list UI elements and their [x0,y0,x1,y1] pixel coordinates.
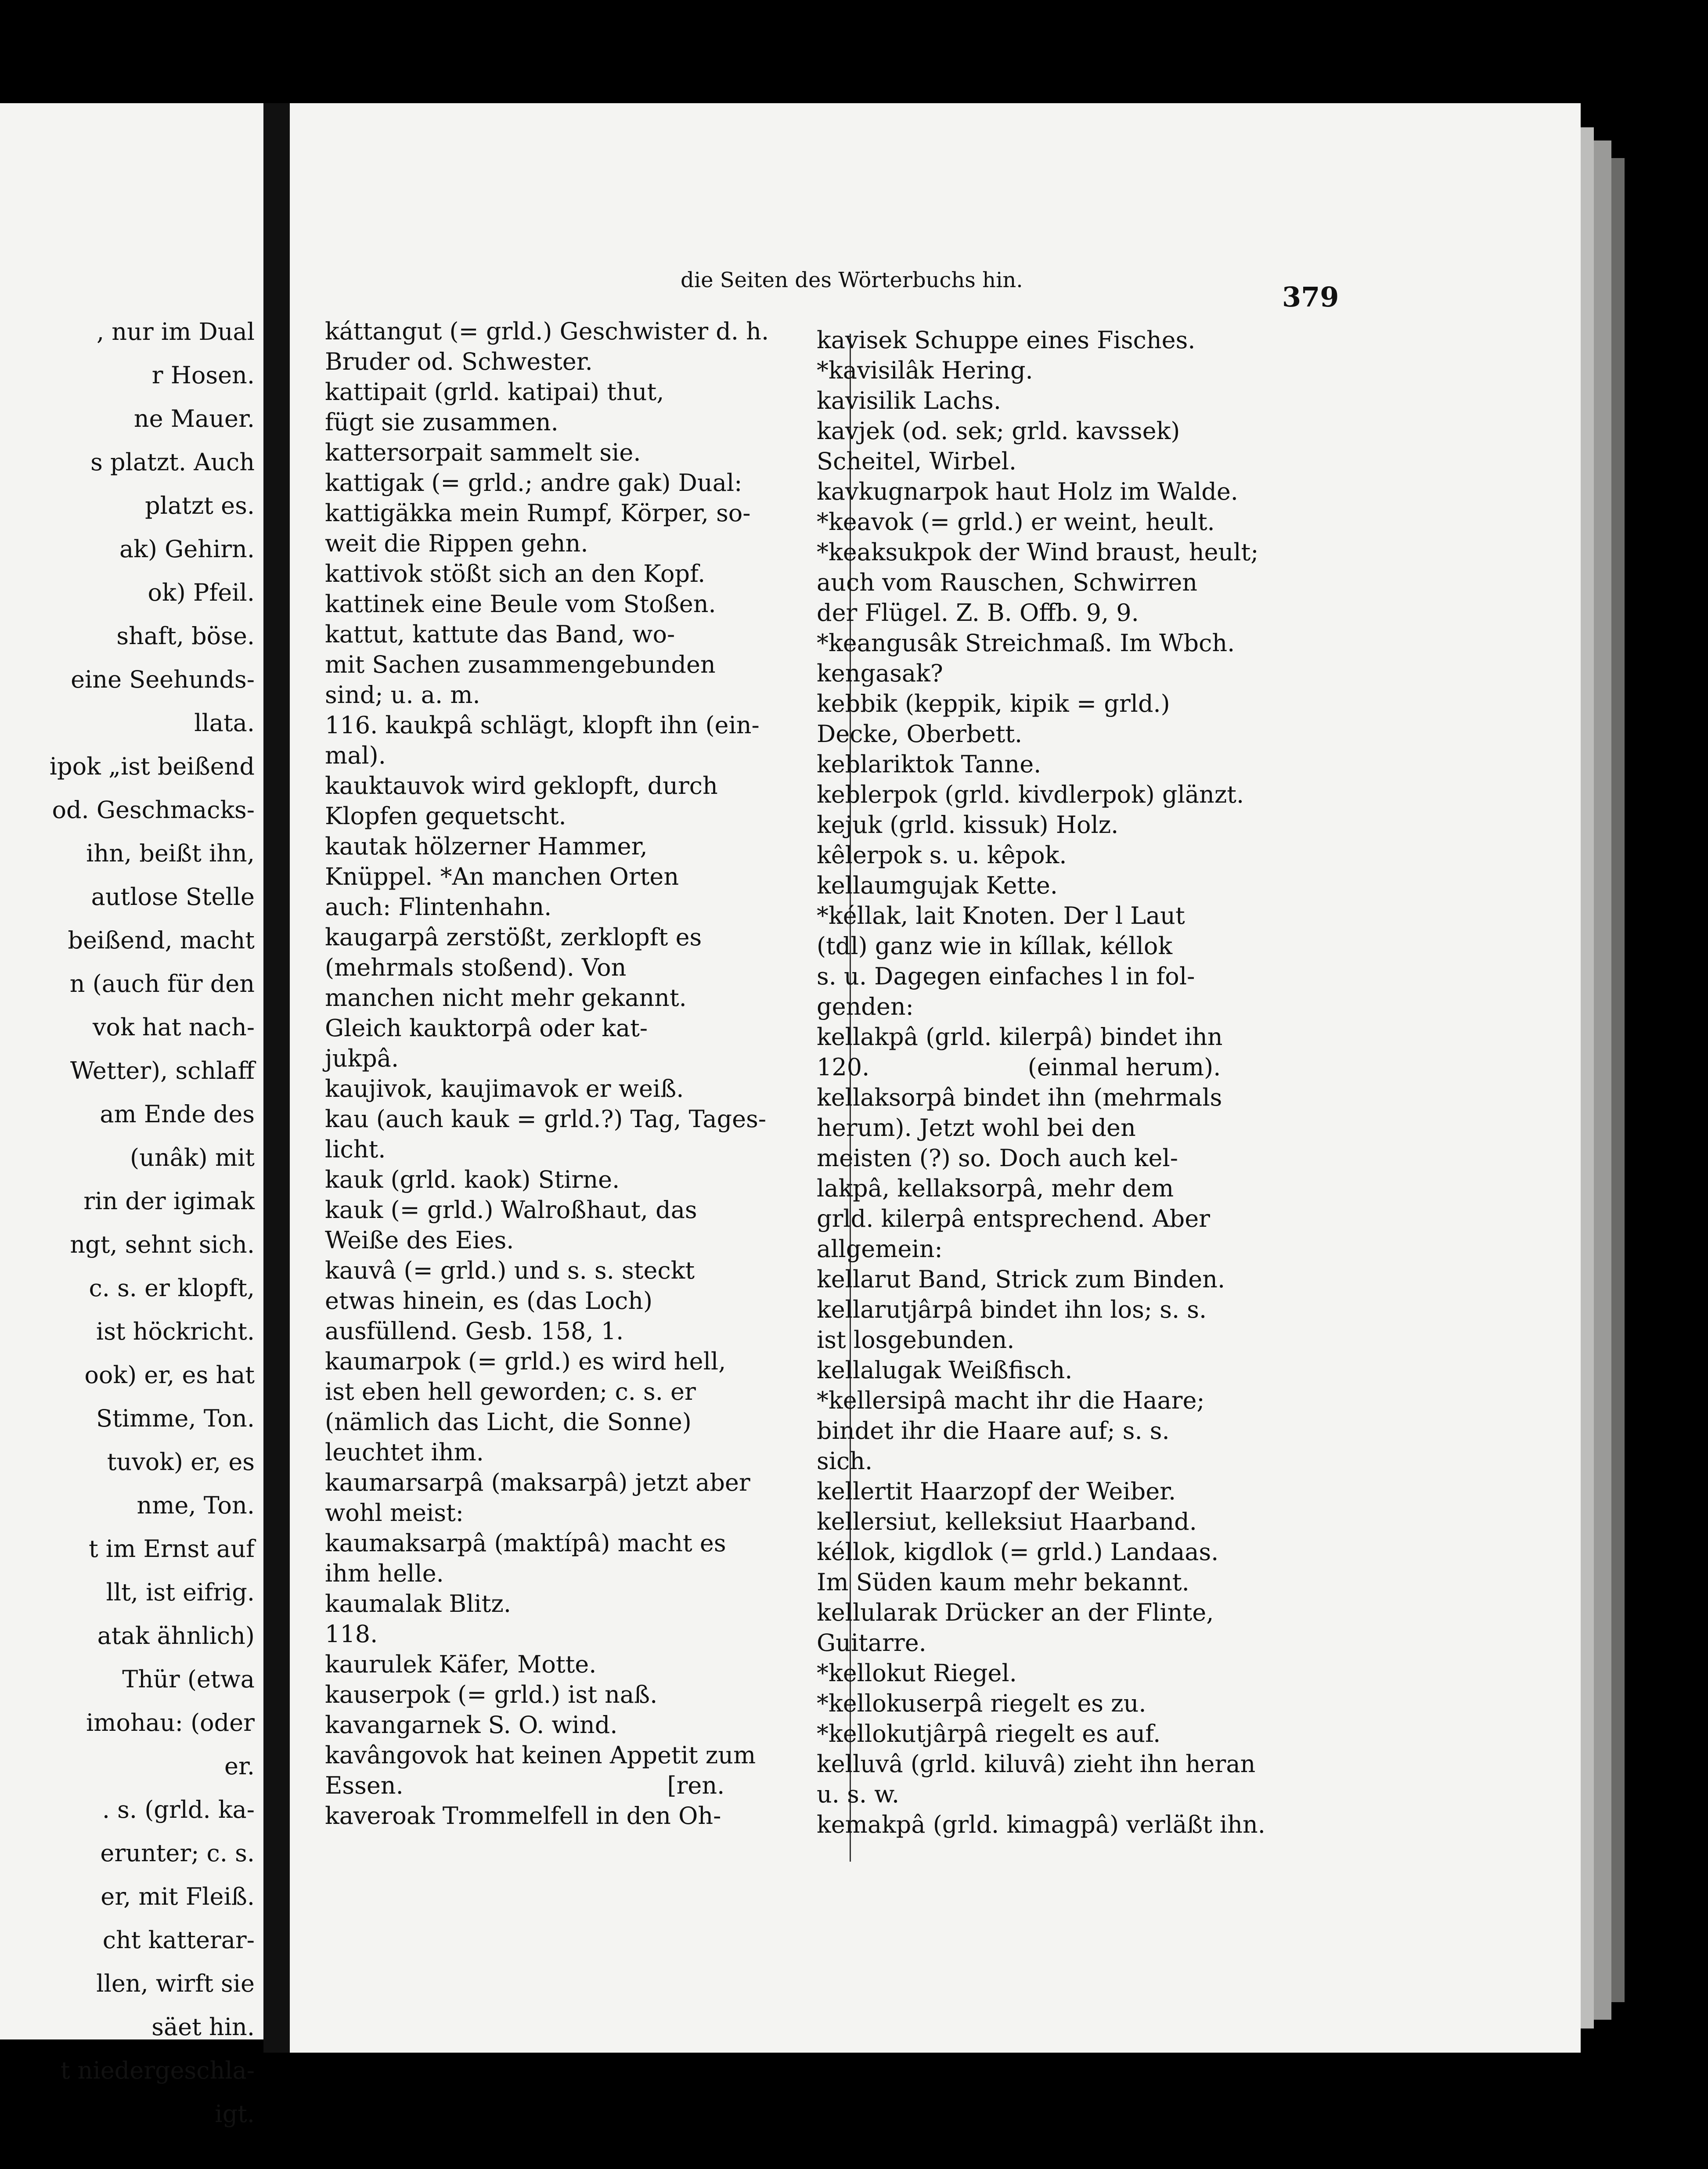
entry-line: 120. (einmal herum). [817,1053,1221,1081]
left-page-line: erunter; c. s. [100,1839,255,1867]
left-page-line: llata. [194,709,255,737]
entry-line: Bruder od. Schwester. [325,348,593,375]
entry-line: sich. [817,1447,873,1475]
entry-line: kejuk (grld. kissuk) Holz. [817,811,1119,839]
entry-line: genden: [817,993,914,1020]
left-page-line: platzt es. [145,492,255,519]
page-edge [1581,127,1594,2028]
entry-line: kaugarpâ zerstößt, zerklopft es [325,923,702,951]
left-page-line: . s. (grld. ka- [102,1796,255,1823]
entry-line: herum). Jetzt wohl bei den [817,1114,1136,1142]
left-page-line: llen, wirft sie [96,1970,255,1997]
left-page-line: säet hin. [151,2013,255,2041]
entry-line: (nämlich das Licht, die Sonne) [325,1408,692,1436]
left-page-line: od. Geschmacks- [52,796,255,824]
entry-line: kattivok stößt sich an den Kopf. [325,560,706,587]
left-page-line: t im Ernst auf [88,1535,255,1563]
entry-line: kéllok, kigdlok (= grld.) Landaas. [817,1538,1219,1566]
left-page-line: ok) Pfeil. [148,579,255,606]
entry-line: kelluvâ (grld. kiluvâ) zieht ihn heran [817,1750,1256,1778]
entry-line: ausfüllend. Gesb. 158, 1. [325,1317,624,1345]
entry-line: Klopfen gequetscht. [325,802,566,830]
entry-line: keblariktok Tanne. [817,750,1041,778]
entry-line: manchen nicht mehr gekannt. [325,984,687,1012]
left-page-line: n (auch für den [69,970,255,998]
entry-line: kemakpâ (grld. kimagpâ) verläßt ihn. [817,1811,1265,1838]
entry-line: kavangarnek S. O. wind. [325,1711,618,1739]
entry-line: kaumarpok (= grld.) es wird hell, [325,1348,726,1375]
entry-line: leuchtet ihm. [325,1438,484,1466]
entry-line: Guitarre. [817,1629,926,1657]
left-page-line: tuvok) er, es [107,1448,255,1476]
entry-line: káttangut (= grld.) Geschwister d. h. [325,317,769,345]
entry-line: u. s. w. [817,1780,900,1808]
left-page-line: Wetter), schlaff [70,1057,255,1084]
entry-line: kavkugnarpok haut Holz im Walde. [817,478,1238,505]
entry-line: kattipait (grld. katipai) thut, [325,378,664,406]
entry-line: kauk (grld. kaok) Stirne. [325,1166,620,1193]
entry-line: ist losgebunden. [817,1326,1015,1354]
entry-line: weit die Rippen gehn. [325,530,588,557]
entry-line: Im Süden kaum mehr bekannt. [817,1568,1189,1596]
entry-line: kautak hölzerner Hammer, [325,832,648,860]
entry-line: kêlerpok s. u. kêpok. [817,841,1067,869]
entry-line: kellakpâ (grld. kilerpâ) bindet ihn [817,1023,1223,1051]
entry-line: kattigak (= grld.; andre gak) Dual: [325,469,742,497]
entry-line: etwas hinein, es (das Loch) [325,1287,653,1315]
entry-line: (mehrmals stoßend). Von [325,954,627,981]
entry-line: auch: Flintenhahn. [325,893,552,921]
entry-line: (tdl) ganz wie in kíllak, kéllok [817,932,1173,960]
entry-line: *kéllak, lait Knoten. Der l Laut [817,902,1185,930]
left-page-line: am Ende des [100,1100,255,1128]
entry-line: kavângovok hat keinen Appetit zum [325,1741,756,1769]
entry-line: sind; u. a. m. [325,681,480,709]
left-page-line: r Hosen. [151,361,255,389]
entry-line: kattut, kattute das Band, wo- [325,620,675,648]
entry-line: bindet ihr die Haare auf; s. s. [817,1417,1170,1445]
book-gutter [263,103,290,2053]
entry-line: lakpâ, kellaksorpâ, mehr dem [817,1175,1174,1202]
entry-line: kauktauvok wird geklopft, durch [325,772,718,800]
entry-line: kellarut Band, Strick zum Binden. [817,1265,1225,1293]
entry-line: kellaumgujak Kette. [817,872,1058,899]
left-page-line: er. [224,1752,255,1780]
left-page-line: ist höckricht. [96,1318,255,1345]
entry-line: meisten (?) so. Doch auch kel- [817,1144,1178,1172]
entry-line: Knüppel. *An manchen Orten [325,863,679,890]
entry-line: kavjek (od. sek; grld. kavssek) [817,417,1180,445]
page-number: 379 [1282,281,1339,313]
entry-line: kellersiut, kelleksiut Haarband. [817,1508,1197,1535]
left-page-line: Thür (etwa [122,1665,255,1693]
entry-line: kauserpok (= grld.) ist naß. [325,1681,658,1708]
entry-line: *kellokutjârpâ riegelt es auf. [817,1720,1161,1747]
entry-line: kattinek eine Beule vom Stoßen. [325,590,716,618]
entry-line: der Flügel. Z. B. Offb. 9, 9. [817,599,1139,627]
left-page-line: llt, ist eifrig. [106,1578,255,1606]
entry-line: kellularak Drücker an der Flinte, [817,1599,1214,1626]
left-page-line: ngt, sehnt sich. [70,1231,255,1258]
entry-line: mit Sachen zusammengebunden [325,651,716,678]
entry-line: kauvâ (= grld.) und s. s. steckt [325,1257,695,1284]
running-head: die Seiten des Wörterbuchs hin. [681,268,1023,292]
left-page-line: imohau: (oder [86,1709,255,1737]
entry-line: *keavok (= grld.) er weint, heult. [817,508,1215,536]
entry-line: wohl meist: [325,1499,464,1527]
left-page-line: s platzt. Auch [90,448,255,476]
left-page-line: shaft, böse. [116,622,255,650]
entry-line: *keangusâk Streichmaß. Im Wbch. [817,629,1235,657]
entry-line: ihm helle. [325,1560,444,1587]
entry-line: *kellersipâ macht ihr die Haare; [817,1387,1205,1414]
left-page-line: ihn, beißt ihn, [86,839,255,867]
entry-line: kellertit Haarzopf der Weiber. [817,1477,1176,1505]
entry-line: Scheitel, Wirbel. [817,447,1017,475]
entry-line: kattersorpait sammelt sie. [325,439,641,466]
entry-line: kaumaksarpâ (maktípâ) macht es [325,1529,726,1557]
left-page-line: er, mit Fleiß. [101,1883,255,1910]
entry-line: kaurulek Käfer, Motte. [325,1650,597,1678]
entry-line: mal). [325,742,386,769]
entry-line: jukpâ. [325,1045,399,1072]
entry-line: kengasak? [817,659,943,687]
left-page-line: c. s. er klopft, [89,1274,255,1302]
entry-line: auch vom Rauschen, Schwirren [817,569,1198,596]
entry-line: *kellokuserpâ riegelt es zu. [817,1690,1146,1717]
entry-line: kaumarsarpâ (maksarpâ) jetzt aber [325,1469,750,1496]
left-page-line: rin der igimak [83,1187,255,1215]
page-edge [1611,158,1625,2002]
entry-line: kau (auch kauk = grld.?) Tag, Tages- [325,1105,767,1133]
entry-line: allgemein: [817,1235,943,1263]
left-page-line: , nur im Dual [96,318,255,346]
entry-line: kattigäkka mein Rumpf, Körper, so- [325,499,751,527]
entry-line: Essen. [ren. [325,1772,725,1799]
entry-line: fügt sie zusammen. [325,408,559,436]
left-page-line: t niedergeschla- [60,2057,255,2084]
entry-line: Decke, Oberbett. [817,720,1023,748]
entry-line: kebbik (keppik, kipik = grld.) [817,690,1170,717]
entry-line: kavisek Schuppe eines Fisches. [817,326,1196,354]
left-page-line: Stimme, Ton. [96,1405,255,1432]
entry-line: Weiße des Eies. [325,1226,514,1254]
left-page-line: ak) Gehirn. [119,535,255,563]
entry-line: licht. [325,1135,386,1163]
left-page-line: nme, Ton. [137,1492,255,1519]
left-page-line: (unâk) mit [130,1144,255,1171]
left-page-line: ne Mauer. [133,405,255,432]
entry-line: kaveroak Trommelfell in den Oh- [325,1802,721,1830]
entry-line: kellalugak Weißfisch. [817,1356,1073,1384]
entry-line: kaujivok, kaujimavok er weiß. [325,1075,684,1103]
left-page-line: igt. [215,2100,255,2128]
left-page-line: autlose Stelle [91,883,255,911]
entry-line: kellarutjârpâ bindet ihn los; s. s. [817,1296,1207,1323]
entry-line: kavisilik Lachs. [817,387,1002,414]
entry-line: kaumalak Blitz. [325,1590,511,1618]
entry-line: kauk (= grld.) Walroßhaut, das [325,1196,697,1224]
entry-line: ist eben hell geworden; c. s. er [325,1378,696,1405]
entry-line: *kellokut Riegel. [817,1659,1017,1687]
entry-line: s. u. Dagegen einfaches l in fol- [817,962,1195,990]
entry-line: *kavisilâk Hering. [817,357,1033,384]
entry-line: kellaksorpâ bindet ihn (mehrmals [817,1084,1222,1111]
entry-line: *keaksukpok der Wind braust, heult; [817,538,1259,566]
left-page-line: vok hat nach- [93,1013,255,1041]
left-page-line: atak ähnlich) [97,1622,255,1650]
left-page-line: ook) er, es hat [84,1361,255,1389]
entry-line: 118. [325,1620,378,1648]
dictionary-column-right [817,325,1339,1840]
left-page-line: cht katterar- [102,1926,255,1954]
left-page-line: eine Seehunds- [71,666,255,693]
entry-line: Gleich kauktorpâ oder kat- [325,1014,648,1042]
left-page-line: beißend, macht [68,926,255,954]
entry-line: keblerpok (grld. kivdlerpok) glänzt. [817,781,1244,808]
left-page-line: ipok „ist beißend [49,753,255,780]
entry-line: 116. kaukpâ schlägt, klopft ihn (ein- [325,711,760,739]
page-edge [1594,141,1611,2020]
left-page [0,103,263,2128]
dictionary-column-left [325,316,839,1831]
entry-line: grld. kilerpâ entsprechend. Aber [817,1205,1210,1232]
